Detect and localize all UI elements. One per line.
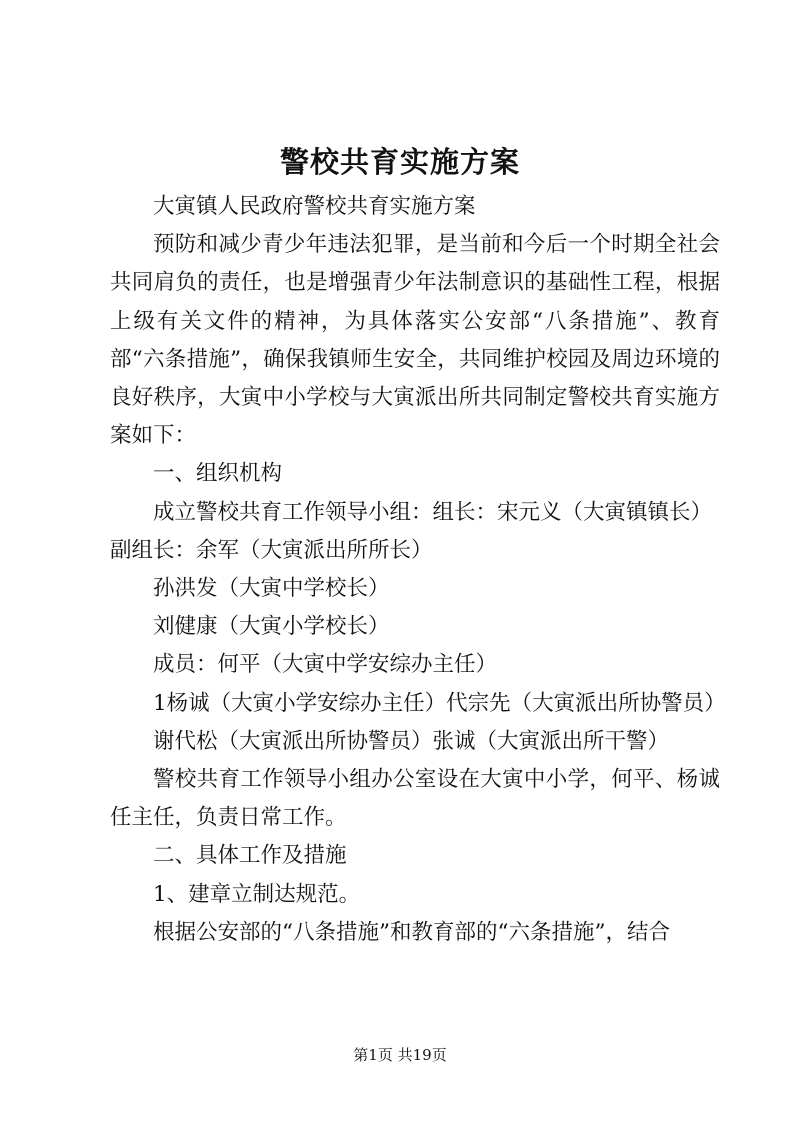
deputy-leader-paragraph: 副组长：余军（大寅派出所所长）: [110, 537, 433, 563]
document-body: [110, 188, 726, 952]
member-line: 1杨诚（大寅小学安综办主任）代宗先（大寅派出所协警员）: [153, 690, 726, 716]
members-paragraph: 成员：何平（大寅中学安综办主任）: [153, 652, 498, 678]
leader-paragraph: 成立警校共育工作领导小组：组长：宋元义（大寅镇镇长）: [153, 499, 713, 525]
subtitle-paragraph: 大寅镇人民政府警校共育实施方案: [153, 194, 476, 219]
member-line: 谢代松（大寅派出所协警员）张诚（大寅派出所干警）: [153, 728, 670, 754]
page-footer: 第1页 共19页: [353, 1046, 447, 1064]
subsection-heading: 1、建章立制达规范。: [153, 881, 361, 907]
member-line: 刘健康（大寅小学校长）: [153, 614, 390, 640]
intro-paragraph: 预防和减少青少年违法犯罪，是当前和今后一个时期全社会共同肩负的责任，也是增强青少年法制意识的基础性工程，根据上级有关文件的精神，为具体落实公安部“八条措施”、教育部“六条措施”，确保我镇师生安全，共同维护校园及周边环境的良好秩序，大寅中小学校与大寅派出所共同制定警校共育实施方案如下：: [110, 232, 720, 449]
measures-paragraph: 根据公安部的“八条措施”和教育部的“六条措施”，结合: [153, 919, 670, 945]
document-title: 警校共育实施方案: [279, 145, 520, 179]
section-heading-measures: 二、具体工作及措施: [153, 843, 347, 869]
member-line: 孙洪发（大寅中学校长）: [153, 576, 390, 602]
office-paragraph: 警校共育工作领导小组办公室设在大寅中小学，何平、杨诚任主任，负责日常工作。: [110, 767, 720, 831]
section-heading-organization: 一、组织机构: [153, 461, 283, 487]
